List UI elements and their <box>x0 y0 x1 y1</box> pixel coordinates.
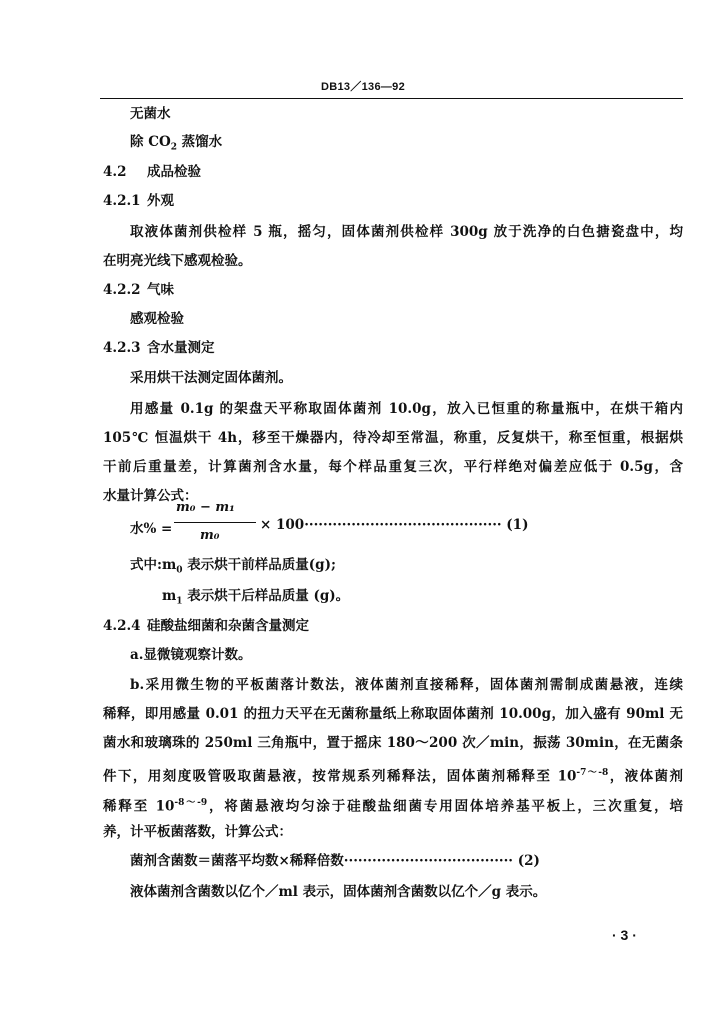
exponent: -7～-8 <box>576 768 609 778</box>
paragraph-line: b.采用微生物的平板菌落计数法，液体菌剂直接稀释，固体菌剂需制成菌悬液，连续 <box>130 677 683 693</box>
text-part: 件下，用刻度吸管吸取菌悬液，按常规系列稀释法，固体菌剂稀释至 10 <box>103 768 577 785</box>
formula-denominator: m₀ <box>200 528 220 543</box>
where-c: 表示烘干前样品质量(g); <box>182 557 336 573</box>
paragraph-line-with-exponent <box>103 765 683 785</box>
section-number: 4.2 <box>103 164 127 180</box>
paragraph-line: 在明亮光线下感观检验。 <box>103 253 252 269</box>
paragraph-line: 取液体菌剂供检样 5 瓶，摇匀，固体菌剂供检样 300g 放于洗净的白色搪瓷盘中，均 <box>130 224 683 240</box>
section-number: 4.2.3 <box>103 340 141 356</box>
section-4-2-2 <box>103 282 174 298</box>
distilled-water-a: 除 CO <box>130 134 171 150</box>
paragraph-line: 采用烘干法测定固体菌剂。 <box>130 370 292 386</box>
section-4-2 <box>103 164 201 180</box>
formula-2: 菌剂含菌数＝菌落平均数×稀释倍数···································· (2) <box>130 853 540 869</box>
section-title: 外观 <box>147 193 174 209</box>
where-c: 表示烘干后样品质量 (g)。 <box>182 588 350 604</box>
sterile-water-item: 无菌水 <box>130 106 171 122</box>
paragraph-line: 感观检验 <box>130 311 184 327</box>
formula-numerator: m₀ − m₁ <box>176 500 235 515</box>
paragraph-line: a.显微镜观察计数。 <box>130 647 252 663</box>
paragraph-line: 用感量 0.1g 的架盘天平称取固体菌剂 10.0g，放入已恒重的称量瓶中，在烘干箱内 <box>130 401 683 417</box>
standard-code-header: DB13／136—92 <box>320 81 405 93</box>
paragraph-line: 稀释，即用感量 0.01 的扭力天平在无菌称量纸上称取固体菌剂 10.00g，加入盛有 90ml 无 <box>103 706 683 722</box>
paragraph-line: 液体菌剂含菌数以亿个／ml 表示，固体菌剂含菌数以亿个／g 表示。 <box>130 884 547 900</box>
where-line-1 <box>130 557 336 579</box>
page-number: · 3 · <box>612 927 637 943</box>
section-number: 4.2.2 <box>103 282 141 298</box>
formula-lhs: 水% = <box>130 521 173 537</box>
where-sub: 0 <box>176 565 183 576</box>
distilled-water-item <box>130 134 222 156</box>
header-rule <box>100 98 683 99</box>
section-title: 硅酸盐细菌和杂菌含量测定 <box>147 618 309 634</box>
section-4-2-3 <box>103 340 215 356</box>
paragraph-line: 105℃ 恒温烘干 4h，移至干燥器内，待冷却至常温，称重，反复烘干，称至恒重，根据烘 <box>103 430 683 446</box>
distilled-water-sub: 2 <box>170 142 177 153</box>
exponent: -8～-9 <box>174 798 208 808</box>
text-part: ，将菌悬液均匀涂于硅酸盐细菌专用固体培养基平板上，三次重复，培 <box>207 798 684 815</box>
paragraph-line: 水量计算公式： <box>103 488 198 504</box>
section-4-2-4 <box>103 618 309 634</box>
section-4-2-1 <box>103 193 174 209</box>
section-number: 4.2.1 <box>103 193 141 209</box>
distilled-water-c: 蒸馏水 <box>176 134 223 150</box>
paragraph-line: 菌水和玻璃珠的 250ml 三角瓶中，置于摇床 180～200 次／min，振荡 30min，在无菌条 <box>103 735 683 751</box>
where-line-2 <box>162 588 349 610</box>
paragraph-line: 干前后重量差，计算菌剂含水量，每个样品重复三次，平行样绝对偏差应低于 0.5g，含 <box>103 459 683 475</box>
section-title: 含水量测定 <box>147 340 215 356</box>
where-a: m <box>162 588 177 604</box>
where-sub: 1 <box>176 596 183 607</box>
section-title: 气味 <box>147 282 174 298</box>
section-title: 成品检验 <box>147 164 201 180</box>
formula-rest: × 100·········································· (1) <box>260 517 529 533</box>
fraction-bar <box>174 522 256 523</box>
text-part: ，液体菌剂 <box>608 768 683 785</box>
section-number: 4.2.4 <box>103 618 141 634</box>
text-part: 稀释至 10 <box>103 798 175 815</box>
where-a: 式中:m <box>130 557 177 573</box>
paragraph-line-with-exponent <box>103 795 683 815</box>
paragraph-line: 养，计平板菌落数，计算公式： <box>103 824 292 840</box>
